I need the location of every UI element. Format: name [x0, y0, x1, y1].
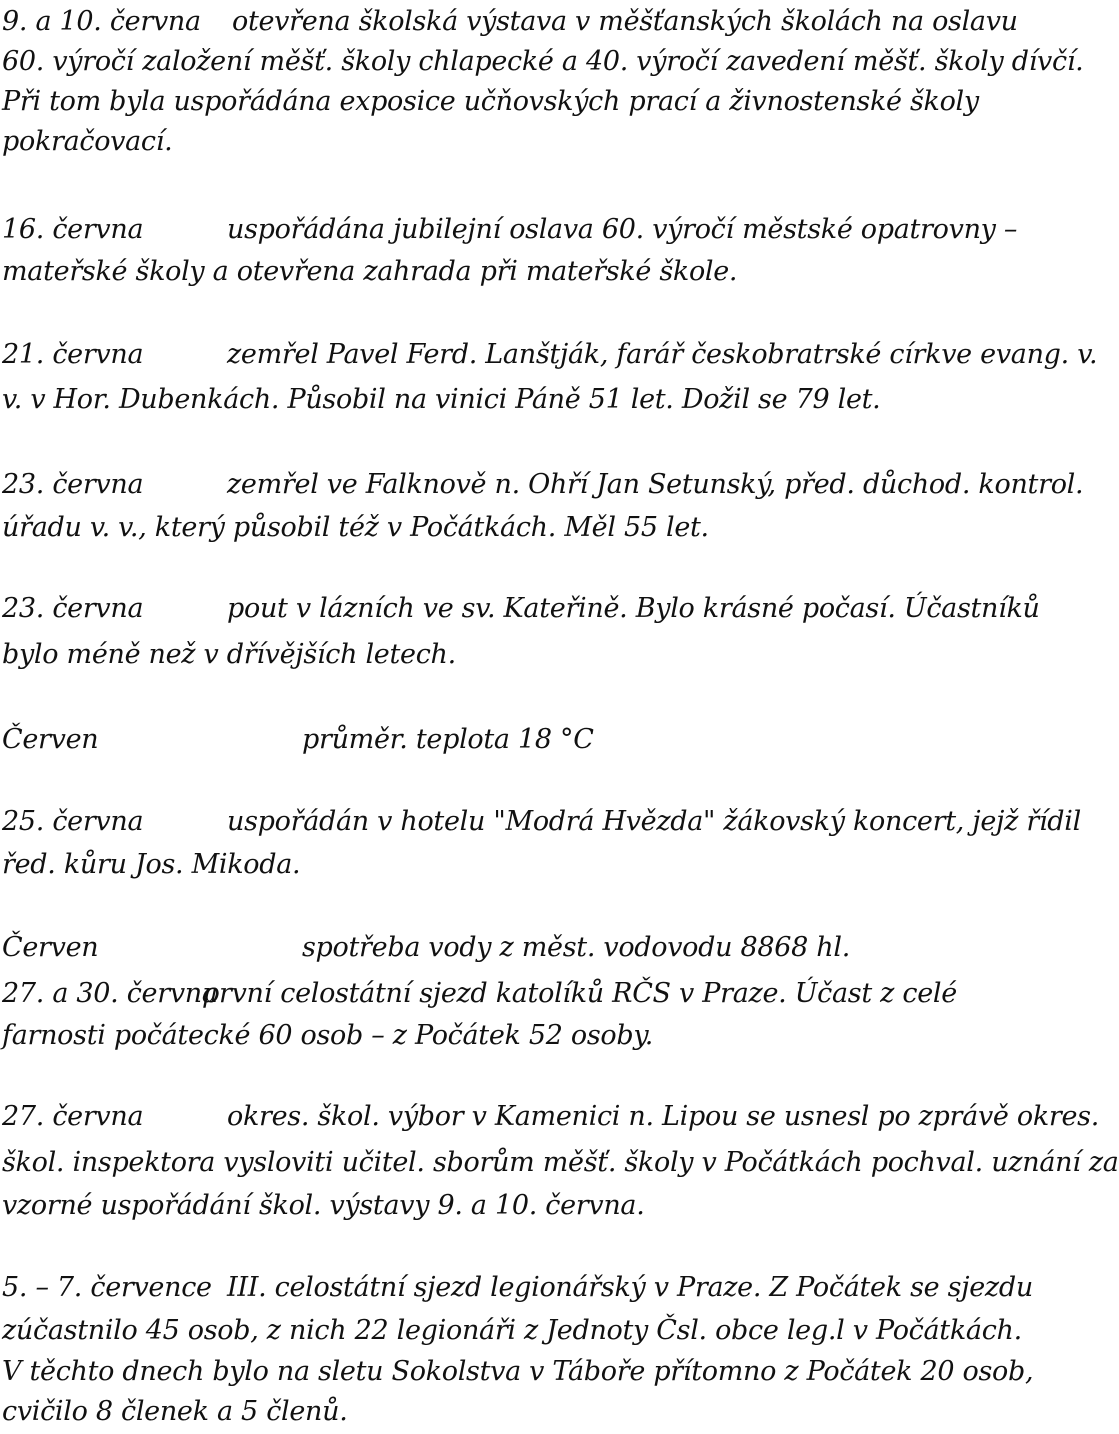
entry-continuation: farnosti počátecké 60 osob – z Počátek 52 osoby. — [2, 1020, 654, 1051]
entry-first-line — [2, 800, 1081, 844]
entry-first-line — [2, 1266, 1033, 1310]
entry-continuation: cvičilo 8 členek a 5 členů. — [2, 1396, 348, 1427]
entry-date: Červen — [2, 932, 99, 963]
entry-continuation: vzorné uspořádání škol. výstavy 9. a 10. června. — [2, 1190, 645, 1221]
entry-date: Červen — [2, 724, 99, 755]
entry-continuation: řed. kůru Jos. Mikoda. — [2, 849, 301, 880]
entry-continuation: 60. výročí založení měšť. školy chlapecké a 40. výročí zavedení měšť. školy dívčí. — [2, 46, 1084, 77]
entry-first-line — [2, 463, 1084, 507]
entry-first-line — [2, 587, 1040, 631]
entry-date: 23. června — [2, 593, 144, 624]
entry-continuation: škol. inspektora vysloviti učitel. sborům měšť. školy v Počátkách pochval. uznání za — [2, 1147, 1119, 1178]
entry-text: zemřel Pavel Ferd. Lanštják, farář českobratrské církve evang. v. — [227, 339, 1098, 370]
entry-first-line — [2, 718, 957, 762]
entry-text: zemřel ve Falknově n. Ohří Jan Setunský, před. důchod. kontrol. — [227, 469, 1084, 500]
entry-first-line — [2, 1095, 1100, 1139]
entry-first-line — [2, 0, 1018, 44]
entry-text: spotřeba vody z měst. vodovodu 8868 hl. — [302, 932, 850, 963]
entry-text: otevřena školská výstava v měšťanských školách na oslavu — [232, 6, 1018, 37]
entry-first-line — [2, 926, 957, 970]
entry-date: 9. a 10. června — [2, 6, 201, 37]
entry-text: okres. škol. výbor v Kamenici n. Lipou se usnesl po zprávě okres. — [227, 1101, 1100, 1132]
entry-text: průměr. teplota 18 °C — [302, 724, 594, 755]
entry-text: III. celostátní sjezd legionářský v Praze. Z Počátek se sjezdu — [227, 1272, 1033, 1303]
entry-date: 27. a 30. června — [2, 978, 218, 1009]
entry-first-line — [2, 208, 1018, 252]
entry-date: 5. – 7. července — [2, 1272, 212, 1303]
entry-date: 21. června — [2, 339, 144, 370]
entry-continuation: mateřské školy a otevřena zahrada při mateřské škole. — [2, 256, 738, 287]
entry-text: pout v lázních ve sv. Kateřině. Bylo krásné počasí. Účastníků — [227, 593, 1040, 624]
entry-continuation: v. v Hor. Dubenkách. Působil na vinici Páně 51 let. Dožil se 79 let. — [2, 384, 881, 415]
entry-continuation: zúčastnilo 45 osob, z nich 22 legionáři z Jednoty Čsl. obce leg.l v Počátkách. — [2, 1315, 1022, 1346]
entry-date: 16. června — [2, 214, 144, 245]
entry-continuation: bylo méně než v dřívějších letech. — [2, 639, 456, 670]
entry-first-line — [2, 972, 957, 1016]
entry-continuation: pokračovací. — [2, 126, 173, 157]
entry-first-line — [2, 333, 1098, 377]
entry-text: uspořádána jubilejní oslava 60. výročí městské opatrovny – — [227, 214, 1018, 245]
entry-date: 25. června — [2, 806, 144, 837]
entry-text: první celostátní sjezd katolíků RČS v Praze. Účast z celé — [202, 978, 957, 1009]
entry-date: 23. června — [2, 469, 144, 500]
entry-continuation: Při tom byla uspořádána exposice učňovských prací a živnostenské školy — [2, 86, 979, 117]
entry-continuation: úřadu v. v., který působil též v Počátkách. Měl 55 let. — [2, 512, 709, 543]
entry-text: uspořádán v hotelu "Modrá Hvězda" žákovský koncert, jejž řídil — [227, 806, 1081, 837]
entry-continuation: V těchto dnech bylo na sletu Sokolstva v Táboře přítomno z Počátek 20 osob, — [2, 1356, 1034, 1387]
entry-date: 27. června — [2, 1101, 144, 1132]
